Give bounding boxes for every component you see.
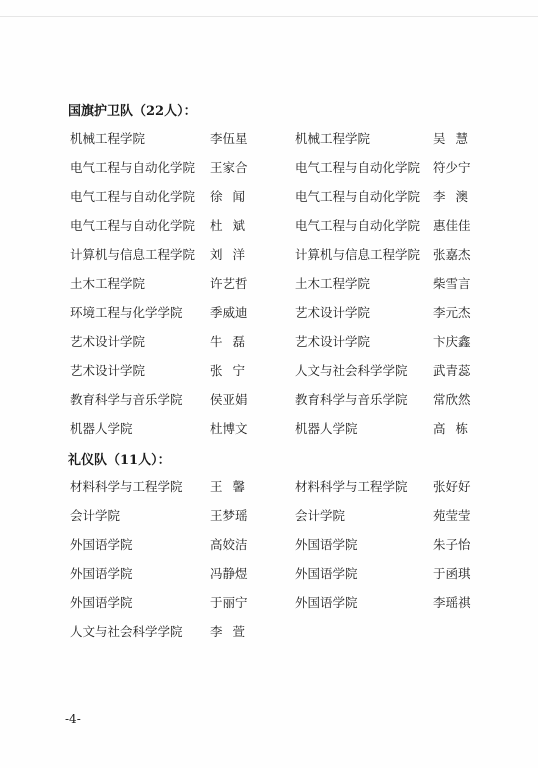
person-name: 王馨 [210,479,256,494]
person-name: 于丽宁 [210,595,248,610]
college-name: 机械工程学院 [70,131,146,146]
college-name: 土木工程学院 [295,276,371,291]
college-name: 机器人学院 [70,421,133,436]
list-row [0,390,538,412]
top-edge-line [0,16,538,17]
person-name: 李瑶祺 [433,595,471,610]
list-row [0,245,538,267]
person-name: 李伍星 [210,131,248,146]
person-name: 李萱 [210,624,256,639]
college-name: 艺术设计学院 [295,334,371,349]
college-name: 外国语学院 [70,537,133,552]
list-row [0,506,538,528]
college-name: 艺术设计学院 [70,363,146,378]
person-name: 许艺哲 [210,276,248,291]
college-name: 外国语学院 [295,566,358,581]
college-name: 电气工程与自动化学院 [70,218,196,233]
section-heading-etiquette-team: 礼仪队（11人）： [68,453,171,468]
list-row [0,477,538,499]
person-name: 张好好 [433,479,471,494]
person-name: 王家合 [210,160,248,175]
person-name: 王梦瑶 [210,508,248,523]
college-name: 教育科学与音乐学院 [295,392,408,407]
person-name: 于函琪 [433,566,471,581]
college-name: 人文与社会科学学院 [70,624,183,639]
list-row [0,158,538,180]
person-name: 杜斌 [210,218,256,233]
college-name: 艺术设计学院 [295,305,371,320]
person-name: 杜博文 [210,421,248,436]
college-name: 外国语学院 [70,566,133,581]
list-row [0,419,538,441]
college-name: 计算机与信息工程学院 [295,247,421,262]
list-row [0,593,538,615]
college-name: 材料科学与工程学院 [295,479,408,494]
person-name: 高姣洁 [210,537,248,552]
person-name: 卞庆鑫 [433,334,471,349]
college-name: 电气工程与自动化学院 [295,189,421,204]
college-name: 会计学院 [70,508,121,523]
college-name: 艺术设计学院 [70,334,146,349]
college-name: 会计学院 [295,508,346,523]
college-name: 材料科学与工程学院 [70,479,183,494]
list-row [0,361,538,383]
list-row [0,274,538,296]
college-name: 电气工程与自动化学院 [295,160,421,175]
college-name: 机器人学院 [295,421,358,436]
person-name: 刘洋 [210,247,256,262]
list-row [0,535,538,557]
college-name: 电气工程与自动化学院 [70,160,196,175]
person-name: 张宁 [210,363,256,378]
list-row [0,303,538,325]
person-name: 徐闻 [210,189,256,204]
college-name: 外国语学院 [295,537,358,552]
college-name: 环境工程与化学学院 [70,305,183,320]
college-name: 外国语学院 [70,595,133,610]
person-name: 吴慧 [433,131,479,146]
section-heading-honor-guard: 国旗护卫队（22人）： [68,104,197,119]
college-name: 电气工程与自动化学院 [295,218,421,233]
list-row [0,332,538,354]
person-name: 李元杰 [433,305,471,320]
person-name: 李澳 [433,189,479,204]
college-name: 电气工程与自动化学院 [70,189,196,204]
person-name: 高栋 [433,421,479,436]
person-name: 符少宁 [433,160,471,175]
person-name: 武青蕊 [433,363,471,378]
college-name: 教育科学与音乐学院 [70,392,183,407]
person-name: 苑莹莹 [433,508,471,523]
list-row [0,129,538,151]
person-name: 冯静煜 [210,566,248,581]
person-name: 张嘉杰 [433,247,471,262]
college-name: 外国语学院 [295,595,358,610]
person-name: 朱子怡 [433,537,471,552]
person-name: 牛磊 [210,334,256,349]
list-row [0,564,538,586]
college-name: 土木工程学院 [70,276,146,291]
person-name: 常欣然 [433,392,471,407]
list-row [0,187,538,209]
person-name: 季威迪 [210,305,248,320]
college-name: 人文与社会科学学院 [295,363,408,378]
person-name: 惠佳佳 [433,218,471,233]
person-name: 侯亚娟 [210,392,248,407]
list-row [0,622,538,644]
college-name: 机械工程学院 [295,131,371,146]
page-number: -4- [65,712,81,726]
college-name: 计算机与信息工程学院 [70,247,196,262]
person-name: 柴雪言 [433,276,471,291]
list-row [0,216,538,238]
